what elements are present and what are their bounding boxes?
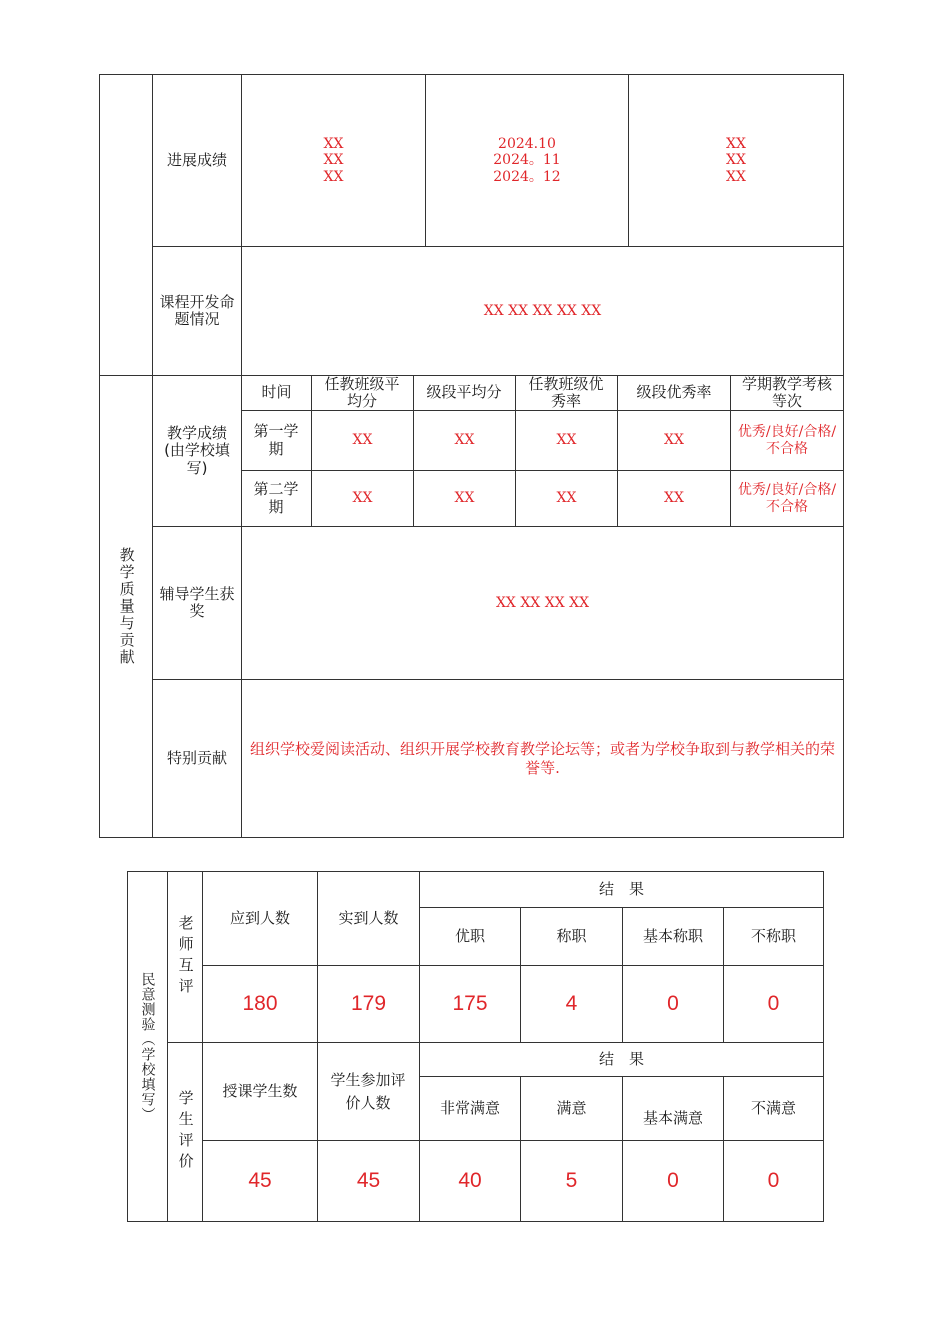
teaching-row-value: XX xyxy=(454,490,475,507)
progress-date: 2024。11 xyxy=(493,152,561,169)
progress-col1-line: XX xyxy=(323,136,344,153)
teacher-header-expected: 应到人数 xyxy=(229,908,290,927)
special-value: 组织学校爱阅读活动、组织开展学校教育教学论坛等；或者为学校争取到与教学相关的荣誉等. xyxy=(250,739,836,777)
progress-col1-line: XX xyxy=(323,152,344,169)
student-result-header: 不满意 xyxy=(750,1098,796,1117)
teacher-result-value: 0 xyxy=(767,991,780,1015)
section-label-survey: 民意测验（学校填写） xyxy=(139,971,156,1122)
student-result-header: 满意 xyxy=(556,1098,587,1117)
teacher-header-result: 结 果 xyxy=(598,879,644,898)
progress-col3 xyxy=(629,75,843,246)
teaching-row-term: 第一学期 xyxy=(253,422,299,458)
teaching-row-value: XX xyxy=(664,432,684,449)
student-result-value: 0 xyxy=(667,1168,679,1192)
progress-dates xyxy=(426,75,628,246)
progress-col3-line: XX xyxy=(726,152,746,169)
progress-date: 2024。12 xyxy=(493,168,561,185)
teaching-row-term: 第二学期 xyxy=(253,480,299,516)
teaching-header-class-excellent: 任教班级优秀率 xyxy=(528,374,604,410)
teacher-result-header: 基本称职 xyxy=(642,926,703,945)
special-label: 特别贡献 xyxy=(166,748,227,767)
teacher-result-value: 0 xyxy=(667,991,679,1015)
student-header-participants: 学生参加评价人数 xyxy=(330,1071,406,1112)
student-result-value: 0 xyxy=(767,1168,780,1192)
teacher-expected-value: 180 xyxy=(242,991,278,1015)
student-result-value: 5 xyxy=(565,1168,578,1192)
teacher-result-value: 175 xyxy=(452,991,488,1015)
teacher-review-label: 老师互评 xyxy=(176,915,195,999)
progress-col1-line: XX xyxy=(323,168,344,185)
teaching-header-grade-excellent: 级段优秀率 xyxy=(636,383,712,402)
progress-col3-line: XX xyxy=(726,136,746,153)
teacher-result-header: 称职 xyxy=(556,926,587,945)
teacher-actual-value: 179 xyxy=(350,991,387,1015)
student-eval-label: 学生评价 xyxy=(176,1090,195,1174)
section-label-quality: 教学质量与贡献 xyxy=(117,547,136,666)
teaching-header-grade-avg: 级段平均分 xyxy=(426,383,502,402)
progress-label: 进展成绩 xyxy=(166,150,227,169)
teaching-header-time: 时间 xyxy=(261,383,292,402)
teacher-result-header: 优职 xyxy=(454,926,485,945)
teaching-label: 教学成绩(由学校填写) xyxy=(164,424,230,477)
teaching-header-assessment: 学期教学考核等次 xyxy=(741,374,832,410)
progress-col3-line: XX xyxy=(726,168,746,185)
teaching-row-grade: 优秀/良好/合格/不合格 xyxy=(737,424,837,457)
student-result-header: 基本满意 xyxy=(642,1108,703,1127)
course-value: XX XX XX XX XX xyxy=(483,302,602,319)
student-participants-value: 45 xyxy=(356,1168,381,1192)
progress-date: 2024.10 xyxy=(498,136,556,153)
teaching-row-value: XX xyxy=(352,432,373,449)
teaching-row-value: XX xyxy=(556,490,577,507)
teacher-result-header: 不称职 xyxy=(750,926,796,945)
student-header-taught: 授课学生数 xyxy=(222,1081,298,1100)
course-label: 课程开发命题情况 xyxy=(159,292,235,328)
awards-label: 辅导学生获奖 xyxy=(159,584,235,620)
awards-value: XX XX XX XX xyxy=(495,594,590,611)
student-header-result: 结 果 xyxy=(598,1049,644,1068)
teaching-row-value: XX xyxy=(352,490,373,507)
teaching-row-value: XX xyxy=(454,432,475,449)
student-result-header: 非常满意 xyxy=(439,1098,500,1117)
teaching-row-value: XX xyxy=(556,432,577,449)
student-taught-value: 45 xyxy=(248,1168,272,1192)
teaching-row-value: XX xyxy=(664,490,684,507)
teacher-header-actual: 实到人数 xyxy=(338,908,399,927)
teacher-result-value: 4 xyxy=(565,991,578,1015)
student-result-value: 40 xyxy=(458,1168,482,1192)
progress-col1 xyxy=(242,75,425,246)
teaching-header-class-avg: 任教班级平均分 xyxy=(324,374,400,410)
teaching-row-grade: 优秀/良好/合格/不合格 xyxy=(737,482,837,515)
